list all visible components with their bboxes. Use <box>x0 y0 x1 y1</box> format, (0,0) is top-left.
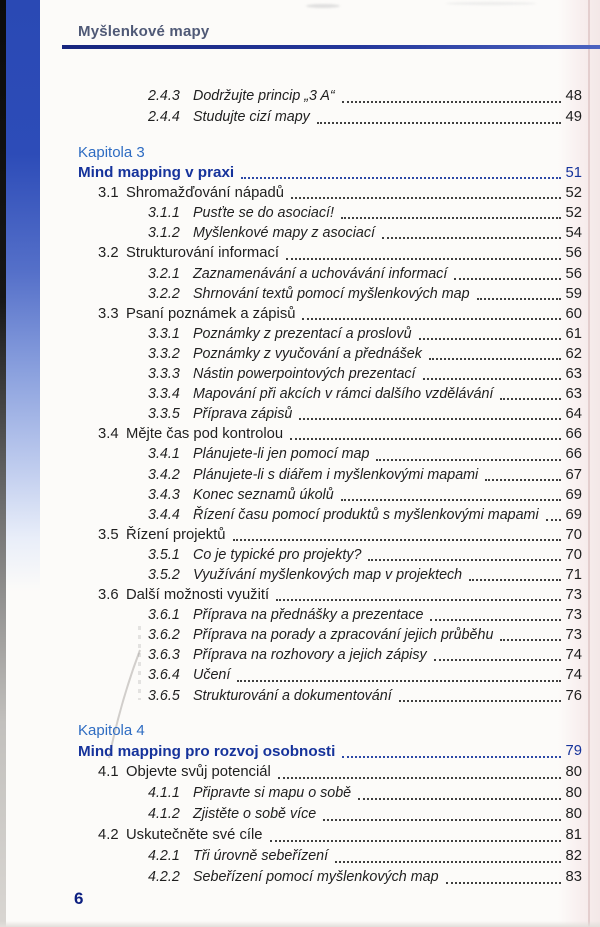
toc-entry-page: 51 <box>565 165 582 182</box>
toc-entry-page: 73 <box>565 587 582 604</box>
toc-entry-page: 59 <box>565 285 582 302</box>
toc-entry <box>60 665 582 685</box>
toc-entry-page: 80 <box>565 805 582 822</box>
toc-entry-number: 3.3.1 <box>148 325 180 342</box>
toc-entry-text: Strukturování a dokumentování <box>193 687 392 704</box>
chapter-title <box>60 741 582 762</box>
dotted-leader <box>500 639 561 641</box>
toc-entry <box>60 344 582 364</box>
dotted-leader <box>237 680 561 682</box>
toc-entry-text: Plánujete-li jen pomocí map <box>193 446 370 463</box>
running-header <box>78 23 209 40</box>
dotted-leader <box>358 798 561 800</box>
dotted-leader <box>454 278 561 280</box>
scan-smudge <box>446 2 536 5</box>
toc-entry-text: Mějte čas pod kontrolou <box>126 426 284 443</box>
dotted-leader <box>291 197 561 199</box>
running-header-title: Myšlenkové mapy <box>78 23 210 40</box>
toc-entry <box>60 304 582 324</box>
toc-entry-text: Psaní poznámek a zápisů <box>126 305 296 322</box>
dotted-leader <box>399 700 561 702</box>
toc-entry-page: 80 <box>565 784 582 801</box>
toc-entry-text: Pusťte se do asociací! <box>193 205 334 222</box>
toc-entry-text: Dodržujte princip „3 A“ <box>193 88 335 104</box>
toc-entry <box>60 465 582 485</box>
decorative-gradient-bar <box>6 0 40 592</box>
toc-entry-page: 52 <box>565 205 582 222</box>
toc-entry-text: Poznámky z prezentací a proslovů <box>193 325 412 342</box>
toc-entry-page: 49 <box>565 109 582 125</box>
header-rule <box>62 45 600 49</box>
toc-entry-page: 63 <box>565 386 582 403</box>
toc-entry-page: 48 <box>565 88 582 104</box>
toc-entry-page: 66 <box>565 446 582 463</box>
dotted-leader <box>485 479 561 481</box>
dotted-leader <box>500 398 561 400</box>
dotted-leader <box>419 338 561 340</box>
toc-entry-text: Příprava na přednášky a prezentace <box>193 607 424 624</box>
dotted-leader <box>241 177 561 179</box>
toc-entry <box>60 686 582 706</box>
toc-entry <box>60 625 582 645</box>
toc-entry-number: 3.6.1 <box>148 607 180 624</box>
toc-entry <box>60 645 582 665</box>
toc-entry-page: 67 <box>565 466 582 483</box>
dotted-leader <box>376 459 561 461</box>
toc-entry-number: 3.3.5 <box>148 406 180 423</box>
toc-entry <box>60 384 582 404</box>
chapter-label <box>60 720 582 741</box>
toc-entry-text: Nástin powerpointových prezentací <box>193 366 416 383</box>
toc-entry <box>60 284 582 304</box>
toc-entry <box>60 324 582 344</box>
toc-entry-page: 62 <box>565 345 582 362</box>
toc-entry-page: 70 <box>565 526 582 543</box>
dotted-leader <box>276 599 561 601</box>
dotted-leader <box>546 519 561 521</box>
toc-entry-page: 83 <box>565 868 582 885</box>
toc-entry <box>60 404 582 424</box>
toc-entry-page: 64 <box>565 406 582 423</box>
scan-smudge <box>306 4 340 8</box>
dotted-leader <box>429 358 561 360</box>
toc-block <box>60 143 582 706</box>
toc-entry <box>60 585 582 605</box>
toc-entry <box>60 505 582 525</box>
toc-entry-number: 2.4.4 <box>148 109 180 125</box>
toc-entry-page: 56 <box>565 245 582 262</box>
dotted-leader <box>270 840 561 842</box>
toc-entry <box>60 867 582 888</box>
toc-entry-page: 82 <box>565 847 582 864</box>
dotted-leader <box>341 217 561 219</box>
toc-entry-number: 3.4.1 <box>148 446 180 463</box>
toc-entry-text: Objevte svůj potenciál <box>126 763 271 780</box>
toc-entry-number: 3.4 <box>98 426 119 443</box>
toc-entry <box>60 825 582 846</box>
toc-entry-page: 81 <box>565 826 582 843</box>
toc-entry-page: 71 <box>565 566 582 583</box>
dotted-leader <box>286 258 561 260</box>
toc-entry-number: 3.1 <box>98 185 119 202</box>
toc-entry-number: 3.6.3 <box>148 647 180 664</box>
dotted-leader <box>323 819 561 821</box>
toc-entry-page: 63 <box>565 366 582 383</box>
toc-entry-text: Co je typické pro projekty? <box>193 546 362 563</box>
toc-entry-page: 73 <box>565 627 582 644</box>
toc-entry <box>60 545 582 565</box>
toc-entry-number: 3.4.4 <box>148 506 180 523</box>
dotted-leader <box>335 861 561 863</box>
toc-entry-text: Plánujete-li s diářem i myšlenkovými mapami <box>193 466 479 483</box>
toc-entry-number: 4.1 <box>98 763 119 780</box>
toc-entry-page: 61 <box>565 325 582 342</box>
dotted-leader <box>302 318 561 320</box>
toc-entry <box>60 605 582 625</box>
toc-entry-number: 3.4.3 <box>148 486 180 503</box>
toc-entry-number: 3.3 <box>98 305 119 322</box>
chapter-title <box>60 163 582 183</box>
dotted-leader <box>423 378 561 380</box>
toc-entry-text: Příprava na rozhovory a jejich zápisy <box>193 647 427 664</box>
toc-entry-page: 56 <box>565 265 582 282</box>
dotted-leader <box>342 101 561 103</box>
dotted-leader <box>342 756 561 758</box>
toc-entry-number: 4.2 <box>98 826 119 843</box>
toc-entry <box>60 565 582 585</box>
toc-entry-page: 69 <box>565 486 582 503</box>
toc-entry-page: 69 <box>565 506 582 523</box>
chapter-title-text: Mind mapping pro rozvoj osobnosti <box>78 742 336 760</box>
toc-entry-text: Poznámky z vyučování a přednášek <box>193 345 422 362</box>
toc-entry-page: 70 <box>565 546 582 563</box>
chapter-label-text: Kapitola 4 <box>78 721 145 739</box>
toc-entry-page: 52 <box>565 185 582 202</box>
toc-block <box>60 720 582 888</box>
dotted-leader <box>299 418 561 420</box>
toc-entry-text: Sebeřízení pomocí myšlenkových map <box>193 868 439 885</box>
toc-entry <box>60 485 582 505</box>
dotted-leader <box>434 659 561 661</box>
toc-entry-number: 3.2.2 <box>148 285 180 302</box>
dotted-leader <box>477 298 561 300</box>
toc-entry-text: Zaznamenávání a uchovávání informací <box>193 265 448 282</box>
toc-entry-page: 73 <box>565 607 582 624</box>
toc-entry-text: Další možnosti využití <box>126 587 270 604</box>
toc-entry-number: 3.1.2 <box>148 225 180 242</box>
toc-entry-number: 3.5.2 <box>148 566 180 583</box>
toc-entry-number: 3.6.2 <box>148 627 180 644</box>
table-of-contents <box>60 86 582 888</box>
toc-entry-number: 4.1.1 <box>148 784 180 801</box>
toc-entry <box>60 444 582 464</box>
toc-entry <box>60 804 582 825</box>
toc-entry <box>60 203 582 223</box>
dotted-leader <box>382 237 561 239</box>
toc-entry-text: Myšlenkové mapy z asociací <box>193 225 375 242</box>
toc-entry-text: Příprava zápisů <box>193 406 293 423</box>
dotted-leader <box>341 499 561 501</box>
toc-entry <box>60 424 582 444</box>
toc-entry-text: Tři úrovně sebeřízení <box>193 847 329 864</box>
dotted-leader <box>469 579 561 581</box>
toc-entry <box>60 183 582 203</box>
toc-entry-number: 3.3.4 <box>148 386 180 403</box>
dotted-leader <box>233 539 561 541</box>
chapter-label-text: Kapitola 3 <box>78 144 145 161</box>
toc-entry-number: 3.5.1 <box>148 546 180 563</box>
toc-entry-page: 80 <box>565 763 582 780</box>
toc-entry <box>60 243 582 263</box>
toc-entry-number: 3.6 <box>98 587 119 604</box>
toc-entry-number: 3.4.2 <box>148 466 180 483</box>
toc-entry-text: Řízení projektů <box>126 526 226 543</box>
chapter-label <box>60 143 582 163</box>
toc-entry <box>60 525 582 545</box>
toc-entry-number: 3.5 <box>98 526 119 543</box>
dotted-leader <box>368 559 561 561</box>
toc-entry-text: Strukturování informací <box>126 245 279 262</box>
toc-entry-text: Využívání myšlenkových map v projektech <box>193 566 463 583</box>
dotted-leader <box>430 619 561 621</box>
toc-entry <box>60 86 582 107</box>
folio-page-number: 6 <box>74 889 84 908</box>
toc-entry-text: Uskutečněte své cíle <box>126 826 263 843</box>
toc-entry-number: 2.4.3 <box>148 88 180 104</box>
toc-entry-number: 4.1.2 <box>148 805 180 822</box>
toc-entry-text: Mapování při akcích v rámci dalšího vzdělávání <box>193 386 494 403</box>
toc-block <box>60 86 582 128</box>
toc-entry-text: Řízení času pomocí produktů s myšlenkovými mapami <box>193 506 539 523</box>
toc-entry-number: 3.3.3 <box>148 366 180 383</box>
toc-entry-number: 3.2.1 <box>148 265 180 282</box>
toc-entry-number: 3.1.1 <box>148 205 180 222</box>
toc-entry <box>60 223 582 243</box>
toc-entry-text: Zjistěte o sobě více <box>193 805 317 822</box>
toc-entry-text: Připravte si mapu o sobě <box>193 784 352 801</box>
toc-entry-text: Konec seznamů úkolů <box>193 486 334 503</box>
toc-entry-page: 60 <box>565 305 582 322</box>
toc-entry <box>60 783 582 804</box>
toc-entry-text: Studujte cizí mapy <box>193 109 310 125</box>
dotted-leader <box>278 777 561 779</box>
toc-entry-text: Příprava na porady a zpracování jejich průběhu <box>193 627 494 644</box>
toc-entry-number: 3.6.5 <box>148 687 180 704</box>
toc-entry-page: 66 <box>565 426 582 443</box>
toc-entry-number: 3.3.2 <box>148 345 180 362</box>
toc-entry-number: 4.2.2 <box>148 868 180 885</box>
toc-entry-number: 3.2 <box>98 245 119 262</box>
toc-entry-page: 74 <box>565 647 582 664</box>
toc-entry <box>60 107 582 128</box>
dotted-leader <box>446 882 561 884</box>
toc-entry <box>60 846 582 867</box>
toc-entry-text: Učení <box>193 667 231 684</box>
toc-entry <box>60 762 582 783</box>
scan-right-page-edge <box>588 0 590 927</box>
toc-entry-text: Shromažďování nápadů <box>126 185 284 202</box>
toc-entry-page: 74 <box>565 667 582 684</box>
toc-entry-page: 54 <box>565 225 582 242</box>
dotted-leader <box>317 122 561 124</box>
toc-entry-text: Shrnování textů pomocí myšlenkových map <box>193 285 470 302</box>
toc-entry-number: 4.2.1 <box>148 847 180 864</box>
toc-entry-page: 79 <box>565 742 582 759</box>
toc-entry <box>60 364 582 384</box>
toc-entry-number: 3.6.4 <box>148 667 180 684</box>
dotted-leader <box>290 438 561 440</box>
scan-bottom-edge <box>0 921 600 927</box>
chapter-title-text: Mind mapping v praxi <box>78 164 235 182</box>
toc-entry <box>60 264 582 284</box>
toc-entry-page: 76 <box>565 687 582 704</box>
